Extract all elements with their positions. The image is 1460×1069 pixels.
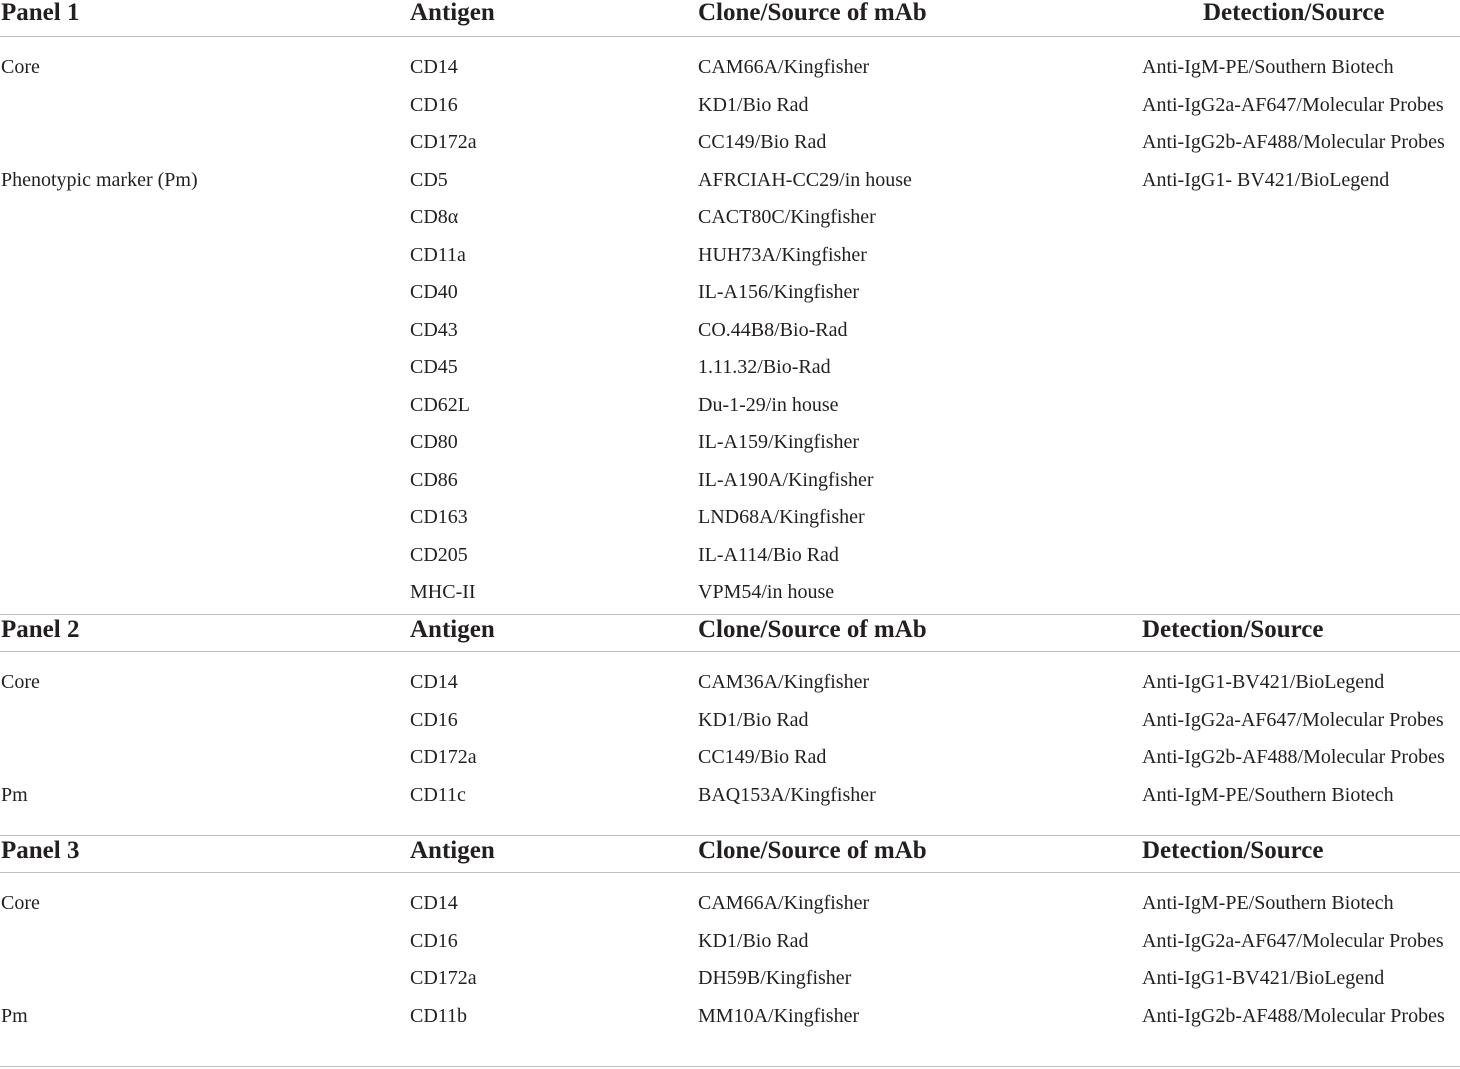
table-bottom-rule (0, 1066, 1460, 1067)
antigen-cell: CD43 (410, 318, 458, 341)
group-cell: Pm (1, 783, 28, 806)
clone-source-cell: MM10A/Kingfisher (698, 1004, 860, 1027)
clone-source-cell: IL-A114/Bio Rad (698, 543, 839, 566)
group-cell: Core (1, 892, 40, 914)
detection-source-cell: Anti-IgG1-BV421/BioLegend (1142, 967, 1385, 989)
antigen-cell: CD5 (410, 168, 448, 191)
panel-title: Panel 3 (1, 837, 80, 864)
panel-2-section (0, 614, 1460, 835)
antigen-cell: CD14 (410, 671, 458, 693)
clone-source-cell: LND68A/Kingfisher (698, 506, 865, 528)
clone-source-cell: CACT80C/Kingfisher (698, 206, 876, 228)
antigen-cell: CD11a (410, 243, 466, 266)
clone-source-cell: BAQ153A/Kingfisher (698, 783, 876, 806)
clone-source-cell: KD1/Bio Rad (698, 93, 809, 116)
antigen-cell: CD45 (410, 356, 458, 378)
table-row (0, 187, 1460, 228)
antigen-column-header: Antigen (410, 616, 495, 643)
antigen-cell: CD11c (410, 783, 466, 806)
detection-source-cell: Anti-IgG2a-AF647/Molecular Probes (1142, 93, 1444, 116)
table-row (0, 75, 1460, 116)
table-row (0, 652, 1460, 693)
antigen-cell: CD40 (410, 281, 458, 303)
clone-source-cell: HUH73A/Kingfisher (698, 243, 867, 266)
clone-source-column-header: Clone/Source of mAb (698, 837, 927, 864)
group-cell: Core (1, 56, 40, 78)
group-cell: Phenotypic marker (Pm) (1, 168, 198, 191)
clone-source-cell: CO.44B8/Bio-Rad (698, 318, 848, 341)
detection-source-cell: Anti-IgM-PE/Southern Biotech (1142, 56, 1394, 78)
clone-source-column-header: Clone/Source of mAb (698, 616, 927, 643)
table-row (0, 562, 1460, 603)
antigen-cell: CD86 (410, 468, 458, 491)
clone-source-cell: DH59B/Kingfisher (698, 967, 852, 989)
table-row (0, 150, 1460, 191)
detection-source-cell: Anti-IgG1-BV421/BioLegend (1142, 671, 1385, 693)
panel-title: Panel 1 (1, 0, 80, 26)
detection-source-column-header: Detection/Source (1142, 616, 1324, 643)
panel-3-header-row (0, 836, 1460, 873)
panel-2-header-row (0, 615, 1460, 652)
detection-source-column-header: Detection/Source (1142, 837, 1324, 864)
clone-source-cell: CAM36A/Kingfisher (698, 671, 870, 693)
table-row (0, 873, 1460, 914)
detection-source-cell: Anti-IgG2b-AF488/Molecular Probes (1142, 746, 1445, 768)
antigen-cell: CD8α (410, 206, 459, 228)
clone-source-cell: VPM54/in house (698, 581, 835, 603)
table-row (0, 765, 1460, 806)
table-row (0, 727, 1460, 768)
clone-source-cell: CC149/Bio Rad (698, 131, 827, 153)
panel-1-rows (0, 37, 1460, 614)
table-row (0, 37, 1460, 78)
clone-source-cell: KD1/Bio Rad (698, 929, 809, 952)
antigen-cell: CD62L (410, 393, 470, 416)
clone-source-cell: KD1/Bio Rad (698, 708, 809, 731)
clone-source-cell: IL-A159/Kingfisher (698, 431, 860, 453)
clone-source-cell: Du-1-29/in house (698, 393, 839, 416)
antigen-cell: CD80 (410, 431, 458, 453)
group-cell: Core (1, 671, 40, 693)
table-row (0, 300, 1460, 341)
antigen-column-header: Antigen (410, 0, 495, 26)
clone-source-cell: CAM66A/Kingfisher (698, 892, 870, 914)
panel-title: Panel 2 (1, 616, 80, 643)
table-row (0, 375, 1460, 416)
detection-source-cell: Anti-IgG2b-AF488/Molecular Probes (1142, 131, 1445, 153)
table-row (0, 337, 1460, 378)
group-cell: Pm (1, 1004, 28, 1027)
antigen-cell: CD172a (410, 967, 477, 989)
table-row (0, 412, 1460, 453)
table-row (0, 487, 1460, 528)
clone-source-cell: CC149/Bio Rad (698, 746, 827, 768)
clone-source-cell: AFRCIAH-CC29/in house (698, 168, 912, 191)
panel-3-rows (0, 873, 1460, 1048)
detection-source-cell: Anti-IgG1- BV421/BioLegend (1142, 168, 1390, 191)
panel-2-rows (0, 652, 1460, 818)
antigen-cell: CD205 (410, 543, 468, 566)
table-row (0, 450, 1460, 491)
panel-1-header-row (0, 0, 1460, 37)
table-row (0, 262, 1460, 303)
panel-3-section (0, 835, 1460, 1069)
antigen-cell: CD172a (410, 131, 477, 153)
table-row (0, 948, 1460, 989)
table-row (0, 911, 1460, 952)
table-row (0, 525, 1460, 566)
clone-source-cell: CAM66A/Kingfisher (698, 56, 870, 78)
antigen-cell: CD16 (410, 708, 458, 731)
antigen-cell: MHC-II (410, 581, 476, 603)
clone-source-column-header: Clone/Source of mAb (698, 0, 927, 26)
detection-source-column-header: Detection/Source (1203, 0, 1385, 26)
antigen-column-header: Antigen (410, 837, 495, 864)
detection-source-cell: Anti-IgM-PE/Southern Biotech (1142, 892, 1394, 914)
detection-source-cell: Anti-IgG2a-AF647/Molecular Probes (1142, 708, 1444, 731)
antigen-cell: CD11b (410, 1004, 468, 1027)
clone-source-cell: 1.11.32/Bio-Rad (698, 356, 831, 378)
antigen-cell: CD14 (410, 892, 458, 914)
antigen-cell: CD172a (410, 746, 477, 768)
clone-source-cell: IL-A190A/Kingfisher (698, 468, 874, 491)
table-row (0, 225, 1460, 266)
detection-source-cell: Anti-IgG2b-AF488/Molecular Probes (1142, 1004, 1445, 1027)
detection-source-cell: Anti-IgM-PE/Southern Biotech (1142, 783, 1394, 806)
antigen-cell: CD163 (410, 506, 468, 528)
antigen-cell: CD16 (410, 929, 458, 952)
clone-source-cell: IL-A156/Kingfisher (698, 281, 860, 303)
table-row (0, 112, 1460, 153)
detection-source-cell: Anti-IgG2a-AF647/Molecular Probes (1142, 929, 1444, 952)
antigen-cell: CD14 (410, 56, 458, 78)
table-row (0, 690, 1460, 731)
antigen-cell: CD16 (410, 93, 458, 116)
table-row (0, 986, 1460, 1027)
